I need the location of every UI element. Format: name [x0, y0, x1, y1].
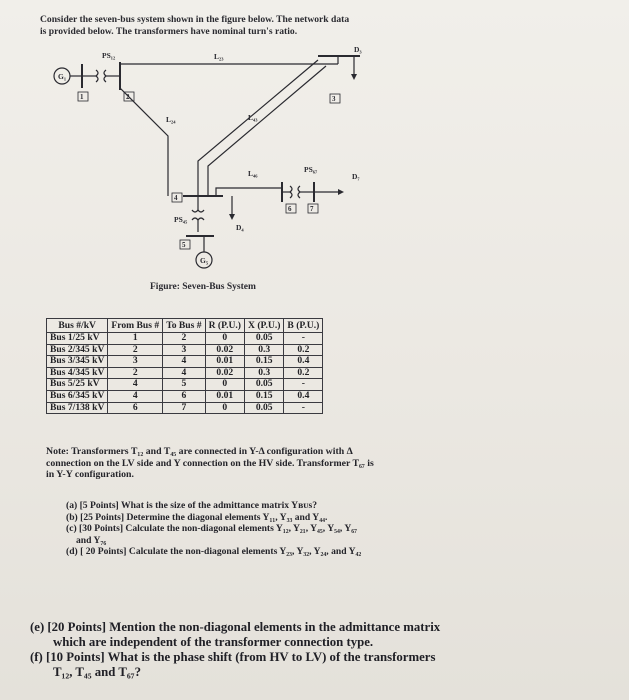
bus-number-6: 6 — [288, 205, 292, 213]
table-cell: 0.2 — [284, 344, 323, 356]
line-l24 — [120, 88, 168, 196]
label-l24: L₂₄ — [166, 115, 176, 124]
question-b: (b) [25 Points] Determine the diagonal elements Y₁₁, Y₃₃ and Y₄₄. — [66, 511, 328, 523]
table-cell: 0.05 — [245, 379, 284, 391]
question-f: (f) [10 Points] What is the phase shift (from HV to LV) of the transformers — [30, 650, 436, 664]
question-d: (d) [ 20 Points] Calculate the non-diagonal elements Y₂₃, Y₃₂, Y₂₄, and Y₄₂ — [66, 546, 362, 558]
label-l43: L₄₃ — [248, 113, 258, 122]
table-cell: 6 — [163, 390, 205, 402]
note-line: Note: Transformers T₁₂ and T₄₅ are connected in Y-Δ configuration with Δ — [46, 446, 353, 457]
transformer-ps67 — [290, 186, 300, 198]
table-cell: 4 — [108, 379, 163, 391]
table-cell: 2 — [163, 333, 205, 345]
table-cell: Bus 3/345 kV — [47, 356, 108, 368]
table-cell: 0.01 — [205, 356, 244, 368]
load-d3-arrow — [351, 74, 357, 80]
header-b: B (P.U.) — [284, 319, 323, 333]
load-d7-arrow — [338, 189, 344, 195]
intro-line: is provided below. The transformers have nominal turn's ratio. — [40, 25, 298, 37]
label-d3: D₃ — [354, 46, 362, 54]
load-d4-arrow — [229, 214, 235, 220]
label-l23: L₂₃ — [214, 52, 224, 61]
table-cell: - — [284, 379, 323, 391]
intro-paragraph — [40, 14, 420, 37]
table-cell: 0.3 — [245, 367, 284, 379]
line-l46 — [216, 188, 282, 196]
table-cell: 0 — [205, 379, 244, 391]
label-ps67: PS₆₇ — [304, 165, 318, 174]
table-row — [47, 356, 323, 368]
bus-number-1: 1 — [80, 93, 84, 101]
table-row — [47, 333, 323, 345]
table-cell: Bus 2/345 kV — [47, 344, 108, 356]
table-cell: 0.05 — [245, 402, 284, 414]
table-cell: Bus 5/25 kV — [47, 379, 108, 391]
question-e-continued: which are independent of the transformer connection type. — [53, 635, 374, 649]
table-cell: 3 — [108, 356, 163, 368]
label-l46: L₄₆ — [248, 169, 258, 178]
question-f-continued: T₁₂, T₄₅ and T₆₇? — [53, 665, 141, 679]
table-cell: 4 — [163, 356, 205, 368]
table-cell: 3 — [163, 344, 205, 356]
table-cell: 0.4 — [284, 356, 323, 368]
bus-number-2: 2 — [126, 93, 130, 101]
table-row — [47, 367, 323, 379]
table-cell: 0 — [205, 333, 244, 345]
table-cell: 2 — [108, 344, 163, 356]
label-d4: D₄ — [236, 223, 244, 232]
table-cell: 4 — [163, 367, 205, 379]
header-r: R (P.U.) — [205, 319, 244, 333]
question-list-large — [30, 620, 440, 680]
transformer-ps12 — [96, 70, 106, 82]
table-row — [47, 390, 323, 402]
question-a: (a) [5 Points] What is the size of the admittance matrix Yʙᴜѕ? — [66, 500, 318, 511]
table-row — [47, 402, 323, 414]
table-cell: 0.3 — [245, 344, 284, 356]
question-c-continued: and Y₇₆ — [76, 534, 107, 546]
bus-number-4: 4 — [174, 194, 178, 202]
header-bus-kv: Bus #/kV — [47, 319, 108, 333]
header-from-bus: From Bus # — [108, 319, 163, 333]
table-row — [47, 379, 323, 391]
table-header-row — [47, 319, 323, 333]
seven-bus-diagram — [48, 46, 388, 282]
question-list — [66, 500, 361, 558]
note-line: in Y-Y configuration. — [46, 469, 134, 480]
table-cell: - — [284, 402, 323, 414]
label-d7: D₇ — [352, 172, 360, 181]
network-data-table — [46, 318, 323, 414]
label-g5: G₅ — [200, 256, 209, 265]
table-cell: 1 — [108, 333, 163, 345]
bus-number-3: 3 — [332, 95, 336, 103]
label-ps12: PS₁₂ — [102, 51, 116, 60]
transformer-note — [46, 446, 446, 481]
header-to-bus: To Bus # — [163, 319, 205, 333]
table-cell: Bus 6/345 kV — [47, 390, 108, 402]
table-cell: 0.02 — [205, 367, 244, 379]
table-cell: 0.2 — [284, 367, 323, 379]
table-cell: Bus 4/345 kV — [47, 367, 108, 379]
label-ps45: PS₄₅ — [174, 215, 188, 224]
table-cell: 7 — [163, 402, 205, 414]
table-cell: 0.05 — [245, 333, 284, 345]
bus-number-5: 5 — [182, 241, 186, 249]
question-c: (c) [30 Points] Calculate the non-diagonal elements Y₁₂, Y₂₁, Y₄₅, Y₅₄, Y₆₇ — [66, 523, 358, 535]
intro-line: Consider the seven-bus system shown in the figure below. The network data — [40, 14, 350, 25]
transformer-ps45 — [192, 210, 204, 220]
bus-number-7: 7 — [310, 205, 314, 213]
table-cell: Bus 1/25 kV — [47, 333, 108, 345]
table-cell: - — [284, 333, 323, 345]
table-cell: 0.4 — [284, 390, 323, 402]
line-l43 — [198, 60, 318, 196]
table-cell: 0.02 — [205, 344, 244, 356]
figure-caption: Figure: Seven-Bus System — [150, 282, 256, 292]
table-cell: 5 — [163, 379, 205, 391]
question-e: (e) [20 Points] Mention the non-diagonal elements in the admittance matrix — [30, 620, 441, 634]
table-cell: 4 — [108, 390, 163, 402]
table-cell: 0 — [205, 402, 244, 414]
table-cell: 6 — [108, 402, 163, 414]
table-cell: 0.15 — [245, 356, 284, 368]
note-line: connection on the LV side and Y connection on the HV side. Transformer T₆₇ is — [46, 457, 374, 469]
header-x: X (P.U.) — [245, 319, 284, 333]
label-g1: G₁ — [58, 72, 67, 81]
table-cell: Bus 7/138 kV — [47, 402, 108, 414]
table-cell: 0.01 — [205, 390, 244, 402]
table-row — [47, 344, 323, 356]
table-cell: 0.15 — [245, 390, 284, 402]
table-cell: 2 — [108, 367, 163, 379]
